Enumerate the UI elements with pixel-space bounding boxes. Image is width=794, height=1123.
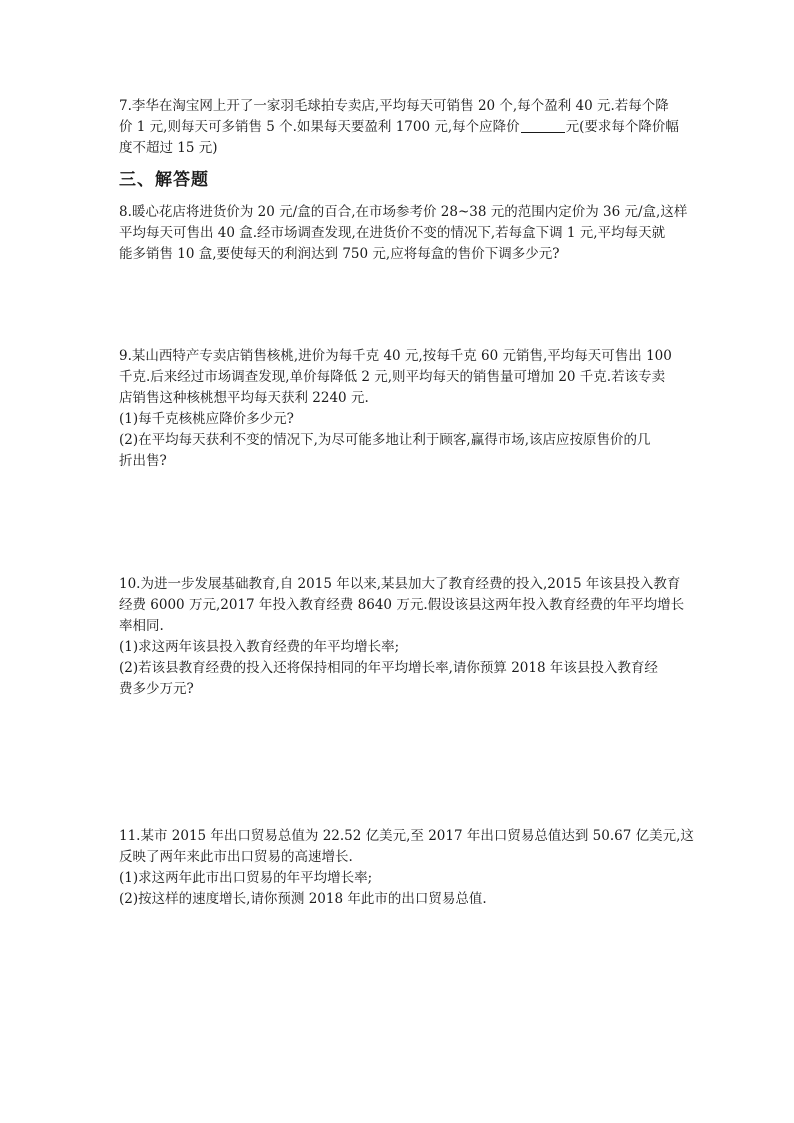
question-11-part-1: (1)求这两年此市出口贸易的年平均增长率; bbox=[119, 870, 373, 886]
question-7-line-1: 7.李华在淘宝网上开了一家羽毛球拍专卖店,平均每天可销售 20 个,每个盈利 40 元.若每个降 bbox=[119, 98, 669, 114]
question-8 bbox=[119, 202, 688, 265]
question-7-line-2 bbox=[119, 117, 679, 138]
question-8-line: 能多销售 10 盒,要使每天的利润达到 750 元,应将每盒的售价下调多少元? bbox=[119, 246, 560, 262]
question-10 bbox=[119, 574, 685, 700]
question-10-line: 经费 6000 万元,2017 年投入教育经费 8640 万元.假设该县这两年投入教育经费的年平均增长 bbox=[119, 597, 685, 613]
question-9-line: 9.某山西特产专卖店销售核桃,进价为每千克 40 元,按每千克 60 元销售,平均每天可售出 100 bbox=[119, 348, 672, 364]
question-7-line-3: 度不超过 15 元) bbox=[119, 140, 218, 156]
question-9 bbox=[119, 346, 679, 472]
question-8-line: 8.暖心花店将进货价为 20 元/盒的百合,在市场参考价 28~38 元的范围内定价为 36 元/盒,这样 bbox=[119, 204, 688, 220]
question-10-part-2: (2)若该县教育经费的投入还将保持相同的年平均增长率,请你预算 2018 年该县投入教育经 bbox=[119, 660, 658, 676]
question-7-line-2-end: 元(要求每个降价幅 bbox=[565, 119, 679, 135]
section-heading: 三、解答题 bbox=[119, 170, 209, 190]
question-7-line-2-start: 价 1 元,则每天可多销售 5 个.如果每天要盈利 1700 元,每个应降价 bbox=[119, 119, 520, 135]
answer-blank[interactable] bbox=[521, 118, 565, 133]
question-10-part-2-cont: 费多少万元? bbox=[119, 681, 194, 697]
question-9-part-2: (2)在平均每天获利不变的情况下,为尽可能多地让利于顾客,赢得市场,该店应按原售价的几 bbox=[119, 432, 651, 448]
question-11 bbox=[119, 826, 694, 910]
question-7 bbox=[119, 96, 679, 159]
question-11-line: 11.某市 2015 年出口贸易总值为 22.52 亿美元,至 2017 年出口贸易总值达到 50.67 亿美元,这 bbox=[119, 828, 694, 844]
question-9-part-1: (1)每千克核桃应降价多少元? bbox=[119, 411, 294, 427]
question-9-line: 千克.后来经过市场调查发现,单价每降低 2 元,则平均每天的销售量可增加 20 千克.若该专卖 bbox=[119, 369, 666, 385]
question-11-part-2: (2)按这样的速度增长,请你预测 2018 年此市的出口贸易总值. bbox=[119, 891, 487, 907]
question-10-part-1: (1)求这两年该县投入教育经费的年平均增长率; bbox=[119, 639, 400, 655]
question-10-line: 10.为进一步发展基础教育,自 2015 年以来,某县加大了教育经费的投入,2015 年该县投入教育 bbox=[119, 576, 681, 592]
question-10-line: 率相同. bbox=[119, 618, 164, 634]
question-9-part-2-cont: 折出售? bbox=[119, 453, 167, 469]
question-9-line: 店销售这种核桃想平均每天获利 2240 元. bbox=[119, 390, 369, 406]
question-8-line: 平均每天可售出 40 盒.经市场调查发现,在进货价不变的情况下,若每盒下调 1 元,平均每天就 bbox=[119, 225, 666, 241]
question-11-line: 反映了两年来此市出口贸易的高速增长. bbox=[119, 849, 353, 865]
